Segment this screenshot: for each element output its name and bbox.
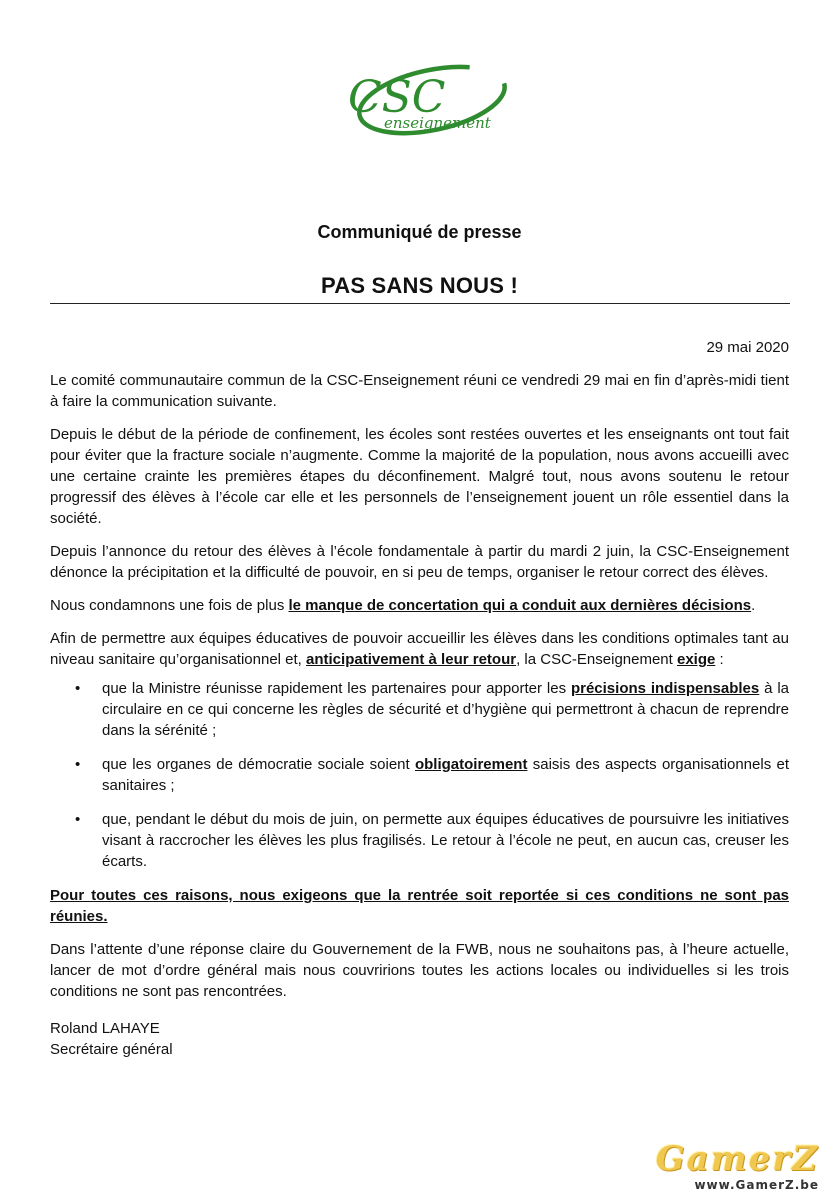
text-run: , la CSC-Enseignement — [516, 651, 677, 668]
list-item — [50, 809, 789, 872]
bullet-icon: • — [75, 756, 81, 773]
emphasis-anticipatively: anticipativement à leur retour — [306, 651, 517, 668]
text-run: . — [751, 597, 756, 614]
watermark-url: www.GamerZ.be — [694, 1178, 819, 1192]
document-date: 29 mai 2020 — [706, 339, 789, 356]
emphasis-exige: exige — [676, 651, 716, 668]
document-headline: PAS SANS NOUS ! — [321, 273, 518, 298]
paragraph-intro: Le comité communautaire commun de la CSC-Enseignement réuni ce vendredi 29 mai en fin d’après-midi tient à faire la communication suivante. — [50, 372, 789, 410]
document-body — [50, 370, 789, 1014]
text-run: que les organes de démocratie sociale soient — [102, 756, 415, 773]
paragraph-announcement: Depuis l’annonce du retour des élèves à l’école fondamentale à partir du mardi 2 juin, la CSC-Enseignement dénonce la précipitation et la difficulté de pouvoir, en si peu de temps, organiser le retour correct des élèves. — [50, 543, 789, 581]
bullet-icon: • — [75, 680, 81, 697]
logo-brand-text: CSC — [348, 72, 446, 123]
signature-block — [50, 1018, 173, 1060]
requirements-list — [50, 678, 789, 872]
text-run: Nous condamnons une fois de plus — [50, 597, 289, 614]
signature-title: Secrétaire général — [50, 1041, 173, 1058]
signature-name: Roland LAHAYE — [50, 1020, 160, 1037]
text-run: saisis des aspects organisationnels et sanitaires ; — [102, 756, 789, 794]
document-kicker: Communiqué de presse — [317, 222, 522, 242]
list-item — [50, 678, 789, 741]
bullet-icon: • — [75, 811, 81, 828]
csc-enseignement-logo — [340, 62, 510, 144]
text-run: que, pendant le début du mois de juin, on permette aux équipes éducatives de poursuivre les initiatives visant à raccrocher les élèves les plus fragilisés. Le retour à l’école ne peut, en aucun cas, creuser les écarts. — [102, 811, 789, 870]
text-run: Afin de permettre aux équipes éducatives de pouvoir accueillir les élèves dans les conditions optimales tant au niveau sanitaire qu’organisationnel et, — [50, 630, 789, 668]
paragraph-demand-intro — [50, 628, 789, 670]
paragraph-closing: Dans l’attente d’une réponse claire du Gouvernement de la FWB, nous ne souhaitons pas, à l’heure actuelle, lancer de mot d’ordre général mais nous couvririons toutes les actions locales ou individuelles si les trois conditions ne sont pas rencontrées. — [50, 941, 789, 1000]
emphasis-precisions: précisions indispensables — [570, 680, 760, 697]
text-run: à la circulaire en ce qui concerne les règles de sécurité et d’hygiène qui permettront à chacun de reprendre dans la sérénité ; — [102, 680, 789, 739]
watermark-brand: GamerZ — [655, 1139, 819, 1179]
emphasis-concertation: le manque de concertation qui a conduit aux dernières décisions — [288, 597, 752, 614]
gamerz-watermark — [655, 1139, 819, 1192]
emphasis-obligatoirement: obligatoirement — [414, 756, 528, 773]
headline-divider — [50, 303, 790, 304]
text-run: que la Ministre réunisse rapidement les partenaires pour apporter les — [102, 680, 571, 697]
list-item — [50, 754, 789, 796]
paragraph-context: Depuis le début de la période de confinement, les écoles sont restées ouvertes et les enseignants ont tout fait pour éviter que la fracture sociale n’augmente. Comme la majorité de la population, nous avons accueilli avec une certaine crainte les premières étapes du déconfinement. Malgré tout, nous avons soutenu le retour progressif des élèves à l’école car elle et les personnels de l’enseignement jouent un rôle essentiel dans la société. — [50, 426, 789, 527]
paragraph-condemnation — [50, 595, 789, 616]
text-run: : — [715, 651, 724, 668]
logo-sub-text: enseignement — [384, 114, 491, 132]
paragraph-conclusion: Pour toutes ces raisons, nous exigeons que la rentrée soit reportée si ces conditions ne sont pas réunies. — [50, 887, 789, 925]
